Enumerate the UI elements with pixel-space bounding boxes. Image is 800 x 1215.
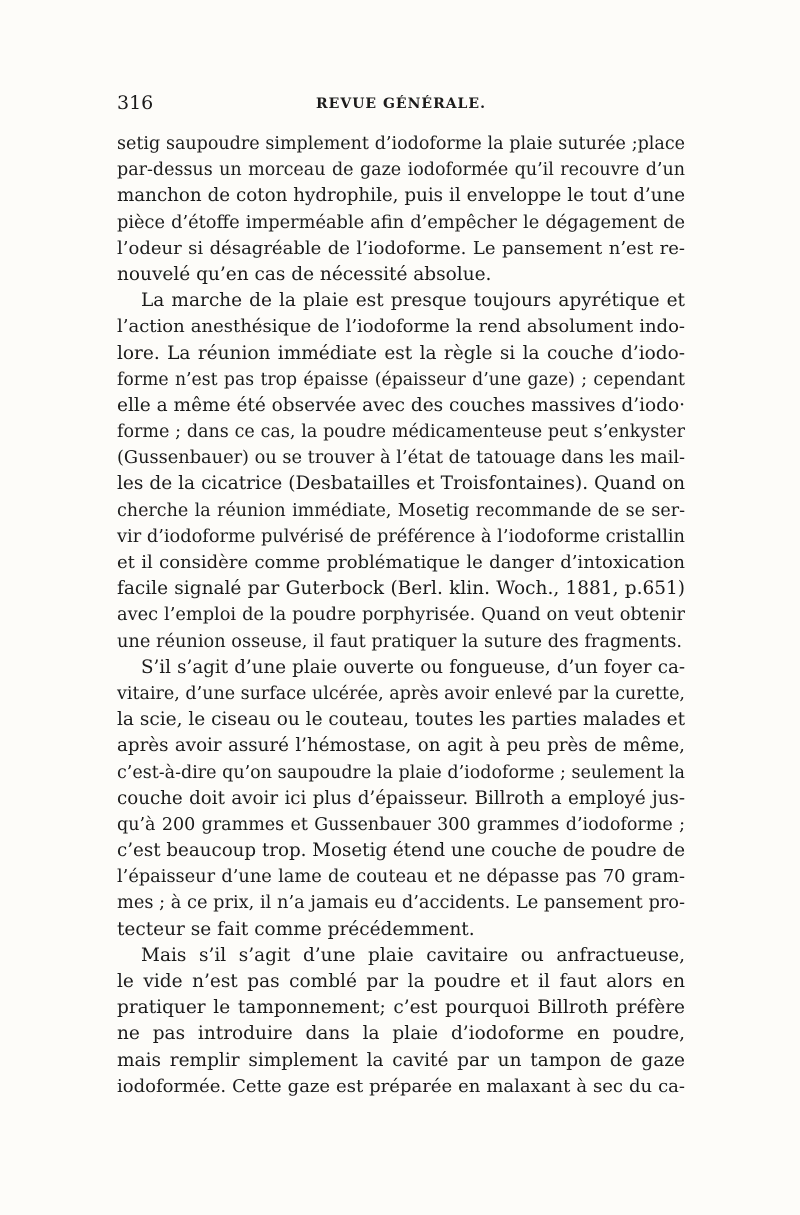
text-line: manchon de coton hydrophile, puis il enveloppe le tout d’une	[117, 185, 685, 207]
text-line: forme n’est pas trop épaisse (épaisseur d’une gaze) ; cependant	[117, 369, 685, 390]
text-line: l’épaisseur d’une lame de couteau et ne dépasse pas 70 gram-	[117, 867, 685, 888]
paragraph-first-line: La marche de la plaie est presque toujours apyrétique et	[141, 290, 685, 312]
text-line: nouvelé qu’en cas de nécessité absolue.	[117, 263, 492, 285]
text-line: c’est beaucoup trop. Mosetig étend une couche de poudre de	[117, 840, 685, 862]
text-line: l’odeur si désagréable de l’iodoforme. Le pansement n’est re-	[117, 237, 685, 259]
text-line: vitaire, d’une surface ulcérée, après avoir enlevé par la curette,	[117, 683, 685, 704]
text-line: les de la cicatrice (Desbatailles et Troisfontaines). Quand on	[117, 473, 685, 495]
text-line: iodoformée. Cette gaze est préparée en malaxant à sec du ca-	[117, 1075, 685, 1097]
text-line: setig saupoudre simplement d’iodoforme la plaie suturée ;place	[117, 134, 685, 154]
running-head: REVUE GÉNÉRALE.	[316, 96, 486, 112]
text-line: vir d’iodoforme pulvérisé de préférence à l’iodoforme cristallin	[117, 526, 685, 547]
paragraph-first-line: S’il s’agit d’une plaie ouverte ou fongueuse, d’un foyer ca-	[141, 656, 685, 678]
text-line: par-dessus un morceau de gaze iodoformée qu’il recouvre d’un	[117, 160, 685, 181]
text-line: tecteur se fait comme précédemment.	[117, 918, 475, 940]
body-text	[117, 131, 685, 1100]
text-line: elle a même été observée avec des couches massives d’iodo·	[117, 394, 685, 416]
text-line: c’est-à-dire qu’on saupoudre la plaie d’iodoforme ; seulement la	[117, 762, 685, 783]
text-line: après avoir assuré l’hémostase, on agit à peu près de même,	[117, 735, 685, 757]
text-line: pièce d’étoffe imperméable afin d’empêcher le dégagement de	[117, 212, 685, 233]
paragraph-first-line: Mais s’il s’agit d’une plaie cavitaire ou anfractueuse,	[141, 944, 685, 966]
page-header	[117, 92, 685, 122]
text-line: le vide n’est pas comblé par la poudre et il faut alors en	[117, 971, 685, 992]
text-line: mes ; à ce prix, il n’a jamais eu d’accidents. Le pansement pro-	[117, 893, 685, 914]
text-line: et il considère comme problématique le danger d’intoxication	[117, 552, 685, 573]
text-line: cherche la réunion immédiate, Mosetig recommande de se ser-	[117, 500, 685, 521]
text-line: pratiquer le tamponnement; c’est pourquoi Billroth préfère	[117, 997, 685, 1019]
text-line: une réunion osseuse, il faut pratiquer la suture des fragments.	[117, 631, 682, 652]
text-line: ne pas introduire dans la plaie d’iodoforme en poudre,	[117, 1023, 685, 1045]
page-number: 316	[117, 92, 154, 114]
text-line: la scie, le ciseau ou le couteau, toutes les parties malades et	[117, 709, 685, 731]
text-line: couche doit avoir ici plus d’épaisseur. Billroth a employé jus-	[117, 787, 685, 809]
text-line: mais remplir simplement la cavité par un tampon de gaze	[117, 1049, 685, 1071]
text-line: lore. La réunion immédiate est la règle si la couche d’iodo-	[117, 342, 685, 364]
text-line: l’action anesthésique de l’iodoforme la rend absolument indo-	[117, 316, 685, 338]
text-line: facile signalé par Guterbock (Berl. klin. Woch., 1881, p.651)	[117, 578, 685, 600]
text-line: (Gussenbauer) ou se trouver à l’état de tatouage dans les mail-	[117, 448, 685, 469]
text-line: forme ; dans ce cas, la poudre médicamenteuse peut s’enkyster	[117, 422, 685, 443]
text-line: qu’à 200 grammes et Gussenbauer 300 grammes d’iodoforme ;	[117, 814, 685, 835]
text-line: avec l’emploi de la poudre porphyrisée. Quand on veut obtenir	[117, 605, 685, 626]
